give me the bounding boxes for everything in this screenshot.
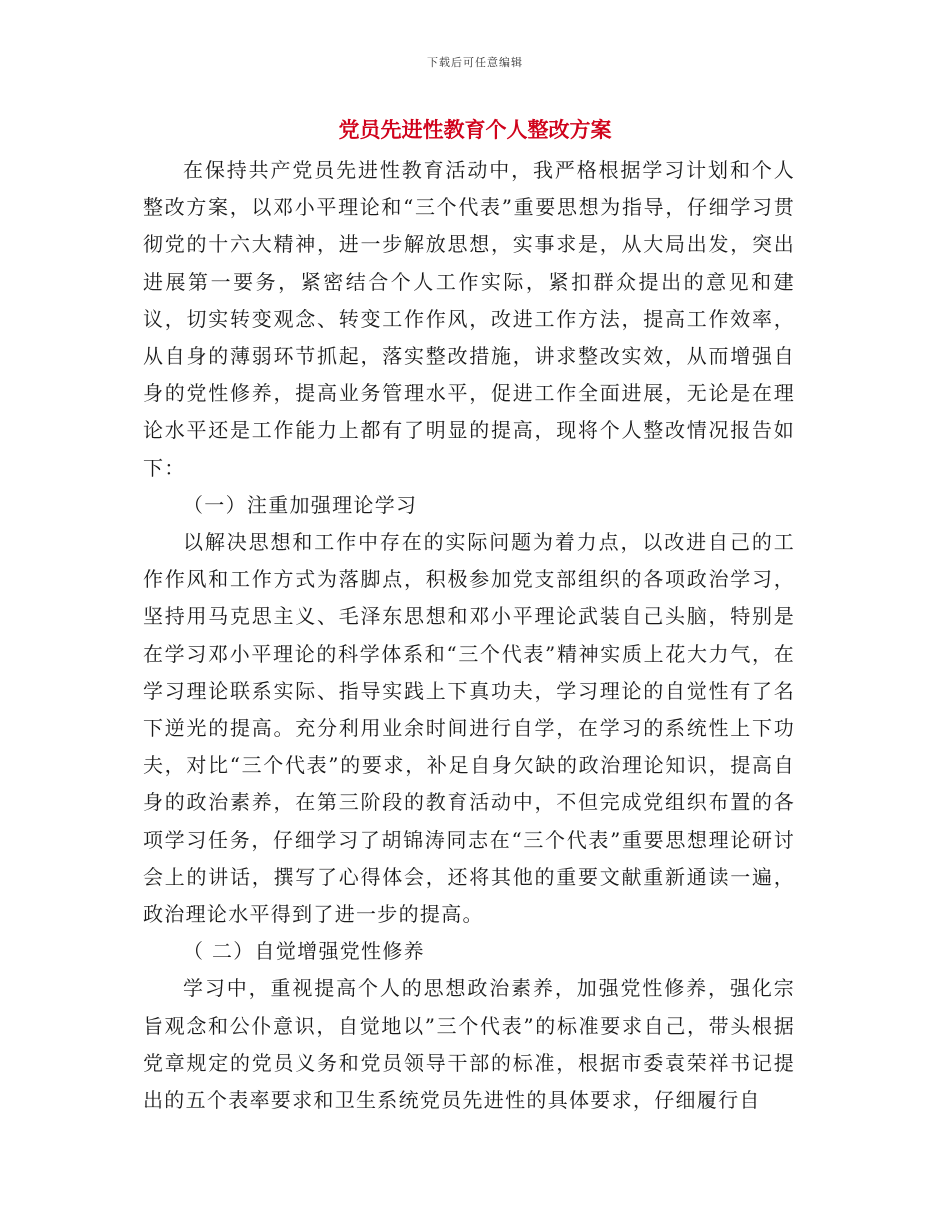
paragraph-section-2: 学习中，重视提高个人的思想政治素养，加强党性修养，强化宗旨观念和公仆意识，自觉地以”三个代表”的标准要求自己，带头根据党章规定的党员义务和党员领导干部的标准，根据市委袁荣祥书记提出的五个表率要求和卫生系统党员先进性的具体要求，仔细履行自: [143, 976, 795, 1113]
section-heading-2: （ 二）自觉增强党性修养: [183, 939, 425, 964]
document-body: [143, 152, 795, 1119]
paragraph-intro: 在保持共产党员先进性教育活动中，我严格根据学习计划和个人整改方案，以邓小平理论和“三个代表”重要思想为指导，仔细学习贯彻党的十六大精神，进一步解放思想，实事求是，从大局出发，突出进展第一要务，紧密结合个人工作实际，紧扣群众提出的意见和建议，切实转变观念、转变工作作风，改进工作方法，提高工作效率，从自身的薄弱环节抓起，落实整改措施，讲求整改实效，从而增强自身的党性修养，提高业务管理水平，促进工作全面进展，无论是在理论水平还是工作能力上都有了明显的提高，现将个人整改情况报告如下：: [143, 158, 795, 480]
document-title: 党员先进性教育个人整改方案: [338, 118, 612, 142]
section-heading-1: （一）注重加强理论学习: [183, 492, 418, 517]
page-header: 下载后可任意编辑: [427, 56, 523, 69]
paragraph-section-1: 以解决思想和工作中存在的实际问题为着力点，以改进自己的工作作风和工作方式为落脚点，积极参加党支部组织的各项政治学习，坚持用马克思主义、毛泽东思想和邓小平理论武装自己头脑，特别是在学习邓小平理论的科学体系和“三个代表”精神实质上花大力气，在学习理论联系实际、指导实践上下真功夫，学习理论的自觉性有了名下逆光的提高。充分利用业余时间进行自学，在学习的系统性上下功夫，对比“三个代表”的要求，补足自身欠缺的政治理论知识，提高自身的政治素养，在第三阶段的教育活动中，不但完成党组织布置的各项学习任务，仔细学习了胡锦涛同志在“三个代表”重要思想理论研讨会上的讲话，撰写了心得体会，还将其他的重要文献重新通读一遍，政治理论水平得到了进一步的提高。: [143, 530, 795, 927]
